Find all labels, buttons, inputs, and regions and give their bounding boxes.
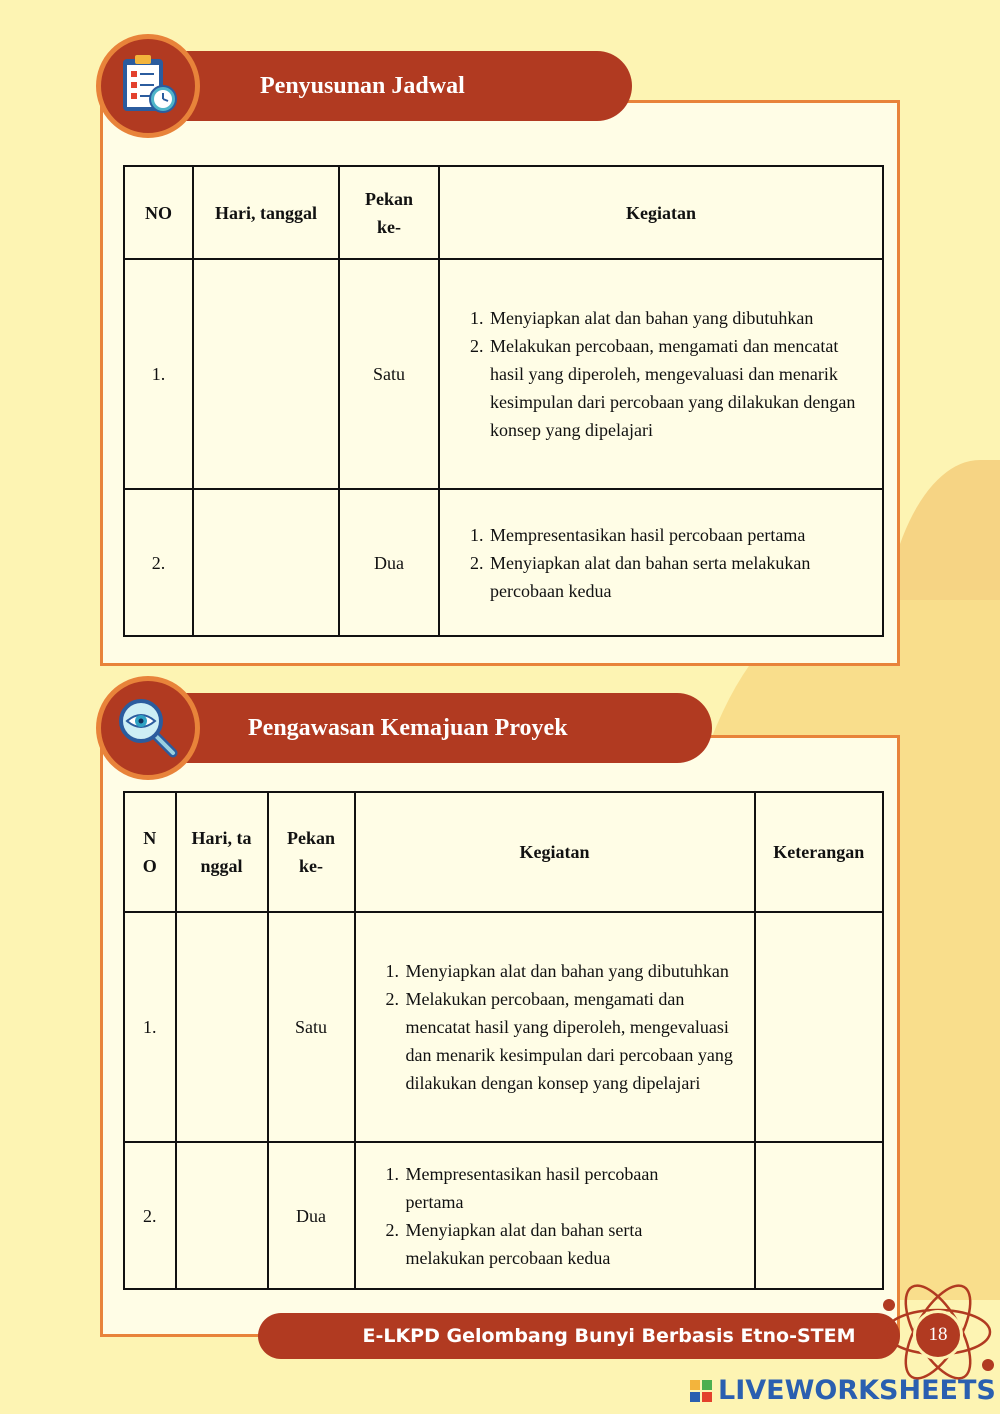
header-activity: Kegiatan xyxy=(439,166,883,259)
table-row xyxy=(124,259,883,489)
clipboard-clock-icon xyxy=(96,34,200,138)
schedule-table xyxy=(123,165,884,637)
row-week: Satu xyxy=(339,259,439,489)
row-week: Satu xyxy=(268,912,355,1142)
row-no: 2. xyxy=(124,489,193,636)
row-activities xyxy=(355,1142,755,1289)
row-no: 1. xyxy=(124,912,176,1142)
activity-item: 1. Menyiapkan alat dan bahan yang dibutuhkan xyxy=(404,957,740,985)
row-note-cell[interactable] xyxy=(755,912,884,1142)
row-week: Dua xyxy=(268,1142,355,1289)
row-date-cell[interactable] xyxy=(193,489,339,636)
row-week: Dua xyxy=(339,489,439,636)
row-date-cell[interactable] xyxy=(176,912,268,1142)
header-week: Pekan ke- xyxy=(268,792,355,912)
progress-title: Pengawasan Kemajuan Proyek xyxy=(248,714,568,741)
table-header-row xyxy=(124,792,883,912)
header-activity: Kegiatan xyxy=(355,792,755,912)
activity-item: 2. Menyiapkan alat dan bahan serta melakukan percobaan kedua xyxy=(404,1216,714,1272)
schedule-title: Penyusunan Jadwal xyxy=(260,72,465,99)
table-row xyxy=(124,489,883,636)
header-no: NO xyxy=(124,792,176,912)
row-date-cell[interactable] xyxy=(176,1142,268,1289)
watermark-text: LIVEWORKSHEETS xyxy=(718,1375,996,1406)
activity-item: 2. Melakukan percobaan, mengamati dan mencatat hasil yang diperoleh, mengevaluasi dan menarik kesimpulan dari percobaan yang dilakukan dengan konsep yang dipelajari xyxy=(404,985,740,1097)
magnifier-eye-icon xyxy=(96,676,200,780)
table-row xyxy=(124,912,883,1142)
liveworksheets-icon xyxy=(690,1380,712,1402)
header-week: Pekan ke- xyxy=(339,166,439,259)
activity-item: 1. Mempresentasikan hasil percobaan pertama xyxy=(404,1160,714,1216)
activity-item: 1. Mempresentasikan hasil percobaan pertama xyxy=(488,521,822,549)
row-note-cell[interactable] xyxy=(755,1142,884,1289)
row-activities xyxy=(439,489,883,636)
liveworksheets-logo xyxy=(690,1375,996,1406)
row-no: 2. xyxy=(124,1142,176,1289)
header-no: NO xyxy=(124,166,193,259)
schedule-banner xyxy=(150,51,632,121)
row-activities xyxy=(355,912,755,1142)
row-activities xyxy=(439,259,883,489)
header-date: Hari, tanggal xyxy=(176,792,268,912)
row-date-cell[interactable] xyxy=(193,259,339,489)
table-row xyxy=(124,1142,883,1289)
table-header-row xyxy=(124,166,883,259)
row-no: 1. xyxy=(124,259,193,489)
footer-banner xyxy=(258,1313,900,1359)
footer-text: E-LKPD Gelombang Bunyi Berbasis Etno-STEM xyxy=(362,1325,856,1347)
activity-item: 2. Menyiapkan alat dan bahan serta melakukan percobaan kedua xyxy=(488,549,822,605)
header-date: Hari, tanggal xyxy=(193,166,339,259)
progress-table xyxy=(123,791,884,1290)
header-note: Keterangan xyxy=(755,792,884,912)
activity-item: 1. Menyiapkan alat dan bahan yang dibutuhkan xyxy=(488,304,864,332)
progress-banner xyxy=(150,693,712,763)
activity-item: 2. Melakukan percobaan, mengamati dan mencatat hasil yang diperoleh, mengevaluasi dan menarik kesimpulan dari percobaan yang dilakukan dengan konsep yang dipelajari xyxy=(488,332,864,444)
page-number: 18 xyxy=(913,1310,963,1360)
